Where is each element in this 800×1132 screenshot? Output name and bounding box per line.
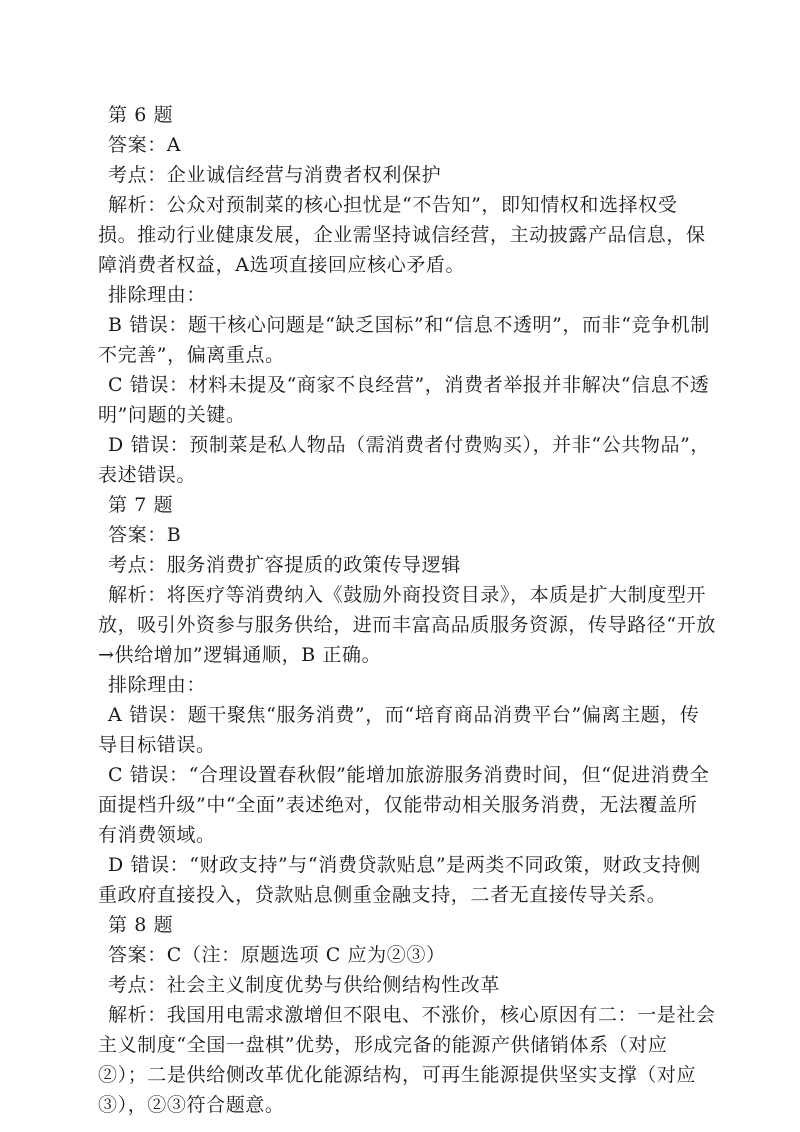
question-8-point: 考点：社会主义制度优势与供给侧结构性改革 [108, 974, 501, 996]
question-8-answer: 答案：C（注：原题选项 C 应为②③） [108, 944, 446, 966]
question-8-title: 第 8 题 [108, 914, 174, 936]
question-7-exclusion-heading: 排除理由： [108, 674, 207, 696]
question-6-option-b-error: B 错误：题干核心问题是“缺乏国标”和“信息不透明”，而非“竞争机制不完善”，偏离重点。 [98, 314, 710, 366]
question-6-analysis: 解析：公众对预制菜的核心担忧是“不告知”，即知情权和选择权受损。推动行业健康发展，企业需坚持诚信经营，主动披露产品信息，保障消费者权益，A选项直接回应核心矛盾。 [98, 194, 706, 276]
question-7-option-a-error: A 错误：题干聚焦“服务消费”，而“培育商品消费平台”偏离主题，传导目标错误。 [98, 704, 700, 756]
question-8-analysis: 解析：我国用电需求激增但不限电、不涨价，核心原因有二：一是社会主义制度“全国一盘棋”优势，形成完备的能源产供储销体系（对应②）；二是供给侧改革优化能源结构，可再生能源提供坚实支撑（对应③），②③符合题意。 [98, 1004, 716, 1116]
question-6-answer: 答案：A [108, 134, 182, 156]
question-7-option-d-error: D 错误：“财政支持”与“消费贷款贴息”是两类不同政策，财政支持侧重政府直接投入，贷款贴息侧重金融支持，二者无直接传导关系。 [98, 854, 701, 906]
question-7-point: 考点：服务消费扩容提质的政策传导逻辑 [108, 554, 461, 576]
question-6-point: 考点：企业诚信经营与消费者权利保护 [108, 164, 442, 186]
question-6-option-d-error: D 错误：预制菜是私人物品（需消费者付费购买），并非“公共物品”，表述错误。 [98, 434, 711, 486]
question-7-option-c-error: C 错误：“合理设置春秋假”能增加旅游服务消费时间，但“促进消费全面提档升级”中“全面”表述绝对，仅能带动相关服务消费，无法覆盖所有消费领域。 [98, 764, 710, 846]
question-7-analysis: 解析：将医疗等消费纳入《鼓励外商投资目录》，本质是扩大制度型开放，吸引外资参与服务供给，进而丰富高品质服务资源，传导路径“开放→供给增加”逻辑通顺，B 正确。 [98, 584, 716, 666]
question-6-option-c-error: C 错误：材料未提及“商家不良经营”，消费者举报并非解决“信息不透明”问题的关键。 [98, 374, 710, 426]
question-6-title: 第 6 题 [108, 104, 174, 126]
question-6-exclusion-heading: 排除理由： [108, 284, 207, 306]
question-7-answer: 答案：B [108, 524, 182, 546]
question-7-title: 第 7 题 [108, 494, 174, 516]
